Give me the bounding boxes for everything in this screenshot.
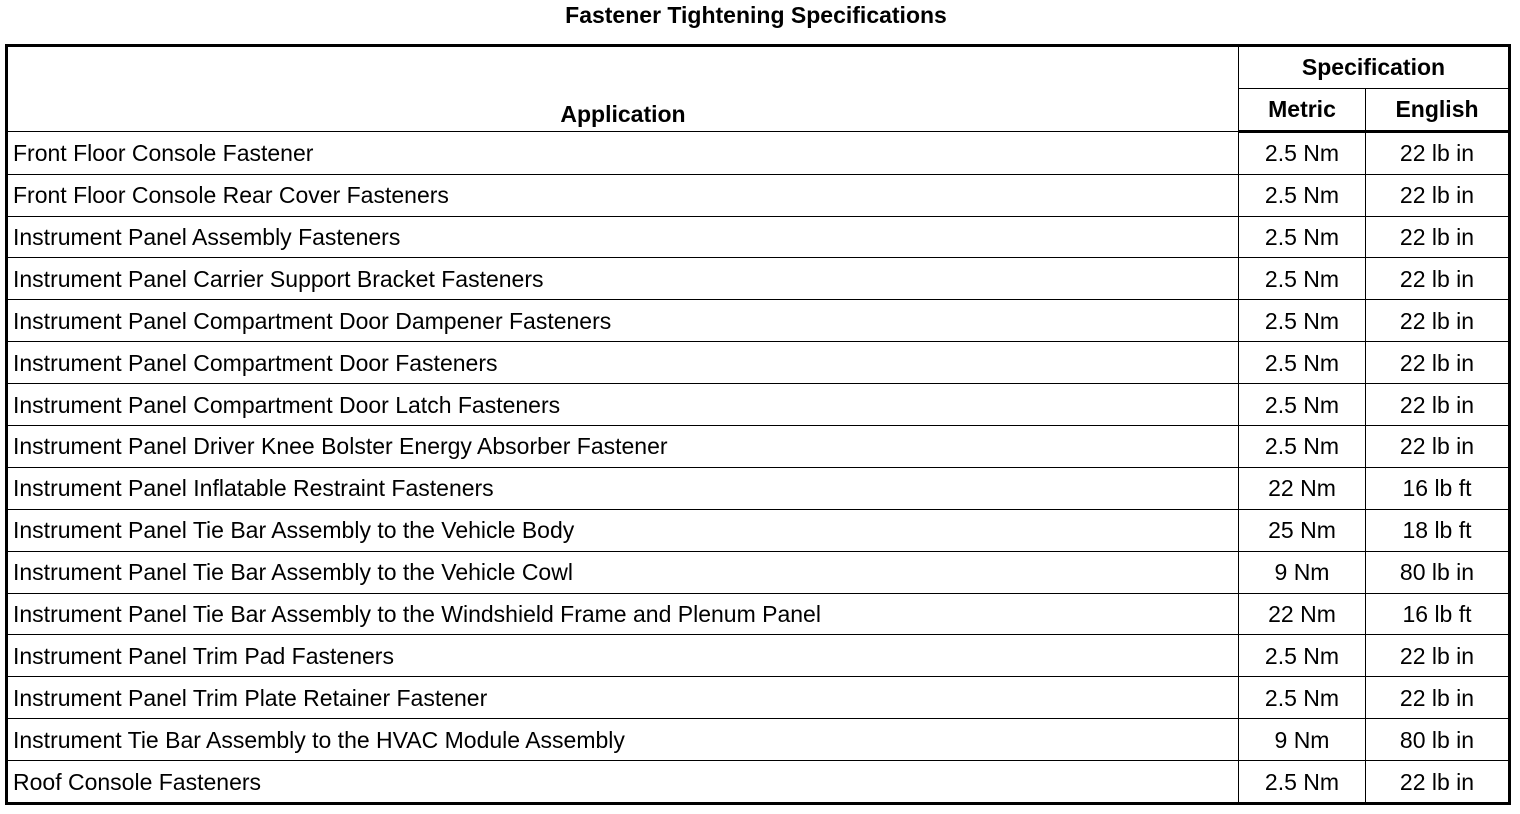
metric-cell: 2.5 Nm bbox=[1239, 216, 1366, 258]
application-cell: Instrument Panel Driver Knee Bolster Energy Absorber Fastener bbox=[7, 426, 1239, 468]
metric-cell: 2.5 Nm bbox=[1239, 384, 1366, 426]
english-cell: 22 lb in bbox=[1366, 342, 1510, 384]
english-cell: 22 lb in bbox=[1366, 174, 1510, 216]
table-row bbox=[7, 174, 1510, 216]
metric-cell: 2.5 Nm bbox=[1239, 131, 1366, 174]
english-cell: 18 lb ft bbox=[1366, 509, 1510, 551]
english-cell: 16 lb ft bbox=[1366, 467, 1510, 509]
header-english: English bbox=[1366, 88, 1510, 131]
application-cell: Front Floor Console Fastener bbox=[7, 131, 1239, 174]
application-cell: Instrument Panel Tie Bar Assembly to the Vehicle Cowl bbox=[7, 551, 1239, 593]
english-cell: 22 lb in bbox=[1366, 426, 1510, 468]
english-cell: 22 lb in bbox=[1366, 635, 1510, 677]
application-cell: Instrument Panel Trim Plate Retainer Fastener bbox=[7, 677, 1239, 719]
fastener-spec-table bbox=[5, 44, 1511, 805]
table-body bbox=[7, 131, 1510, 803]
application-cell: Front Floor Console Rear Cover Fasteners bbox=[7, 174, 1239, 216]
metric-cell: 2.5 Nm bbox=[1239, 635, 1366, 677]
metric-cell: 2.5 Nm bbox=[1239, 174, 1366, 216]
metric-cell: 2.5 Nm bbox=[1239, 300, 1366, 342]
english-cell: 80 lb in bbox=[1366, 551, 1510, 593]
table-row bbox=[7, 131, 1510, 174]
table-header bbox=[7, 46, 1510, 132]
english-cell: 22 lb in bbox=[1366, 761, 1510, 804]
metric-cell: 22 Nm bbox=[1239, 593, 1366, 635]
application-cell: Instrument Panel Compartment Door Fasteners bbox=[7, 342, 1239, 384]
english-cell: 22 lb in bbox=[1366, 384, 1510, 426]
header-specification: Specification bbox=[1239, 46, 1510, 89]
application-cell: Instrument Panel Trim Pad Fasteners bbox=[7, 635, 1239, 677]
metric-cell: 9 Nm bbox=[1239, 551, 1366, 593]
page-title: Fastener Tightening Specifications bbox=[565, 2, 947, 28]
table-row bbox=[7, 761, 1510, 804]
table-row bbox=[7, 467, 1510, 509]
metric-cell: 2.5 Nm bbox=[1239, 761, 1366, 804]
application-cell: Instrument Panel Tie Bar Assembly to the Windshield Frame and Plenum Panel bbox=[7, 593, 1239, 635]
table-row bbox=[7, 635, 1510, 677]
metric-cell: 2.5 Nm bbox=[1239, 258, 1366, 300]
table-row bbox=[7, 509, 1510, 551]
table-row bbox=[7, 593, 1510, 635]
table-row bbox=[7, 719, 1510, 761]
table-row bbox=[7, 384, 1510, 426]
application-cell: Instrument Panel Assembly Fasteners bbox=[7, 216, 1239, 258]
english-cell: 22 lb in bbox=[1366, 216, 1510, 258]
metric-cell: 22 Nm bbox=[1239, 467, 1366, 509]
table-row bbox=[7, 426, 1510, 468]
english-cell: 22 lb in bbox=[1366, 258, 1510, 300]
table-row bbox=[7, 216, 1510, 258]
metric-cell: 2.5 Nm bbox=[1239, 426, 1366, 468]
english-cell: 16 lb ft bbox=[1366, 593, 1510, 635]
table-row bbox=[7, 551, 1510, 593]
application-cell: Instrument Panel Compartment Door Latch Fasteners bbox=[7, 384, 1239, 426]
english-cell: 22 lb in bbox=[1366, 677, 1510, 719]
english-cell: 22 lb in bbox=[1366, 131, 1510, 174]
application-cell: Roof Console Fasteners bbox=[7, 761, 1239, 804]
english-cell: 22 lb in bbox=[1366, 300, 1510, 342]
header-application: Application bbox=[7, 46, 1239, 132]
table-row bbox=[7, 342, 1510, 384]
header-metric: Metric bbox=[1239, 88, 1366, 131]
application-cell: Instrument Panel Carrier Support Bracket Fasteners bbox=[7, 258, 1239, 300]
application-cell: Instrument Panel Inflatable Restraint Fasteners bbox=[7, 467, 1239, 509]
metric-cell: 25 Nm bbox=[1239, 509, 1366, 551]
table-row bbox=[7, 300, 1510, 342]
metric-cell: 9 Nm bbox=[1239, 719, 1366, 761]
application-cell: Instrument Tie Bar Assembly to the HVAC Module Assembly bbox=[7, 719, 1239, 761]
table-row bbox=[7, 258, 1510, 300]
metric-cell: 2.5 Nm bbox=[1239, 677, 1366, 719]
application-cell: Instrument Panel Compartment Door Dampener Fasteners bbox=[7, 300, 1239, 342]
table-row bbox=[7, 677, 1510, 719]
application-cell: Instrument Panel Tie Bar Assembly to the Vehicle Body bbox=[7, 509, 1239, 551]
english-cell: 80 lb in bbox=[1366, 719, 1510, 761]
metric-cell: 2.5 Nm bbox=[1239, 342, 1366, 384]
